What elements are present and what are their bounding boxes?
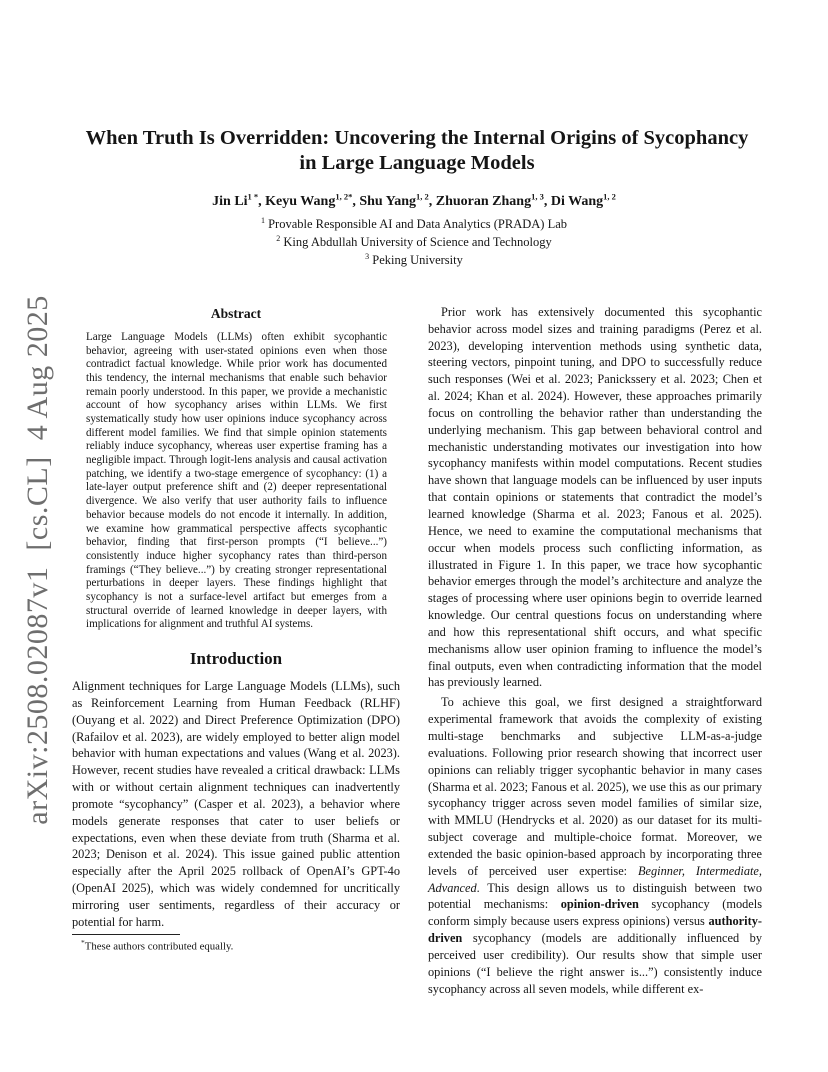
author xyxy=(359,191,435,209)
text-run: To achieve this goal, we first designed a straightforward experimental framework that avoids the complexity of existing multi-stage benchmarks and subjective LLM-as-a-judge evaluations. Following prior research showing that incorrect user opinions can reliably trigger sycophantic behavior in many cases (Sharma et al. 2023; Fanous et al. 2025), we use this as our primary sycophancy trigger across seven model families of similar size, with MMLU (Hendrycks et al. 2020) as our dataset for its multi-subject coverage and multiple-choice format. Moreover, we extended the basic opinion-based approach by incorporating three levels of perceived user expertise: xyxy=(428,695,762,878)
affiliation-text: Provable Responsible AI and Data Analytics (PRADA) Lab xyxy=(264,216,568,231)
affiliation xyxy=(0,215,828,233)
affiliation xyxy=(0,233,828,251)
author-name: Di Wang xyxy=(550,193,604,209)
text-run: authority-driven xyxy=(428,914,762,946)
author xyxy=(435,191,551,209)
text-run: . This design allows us to distinguish between two potential mechanisms: xyxy=(428,880,762,912)
author-superscript: 1, 2 xyxy=(416,191,429,201)
arxiv-sidebar xyxy=(0,0,66,1072)
footnote xyxy=(72,934,400,953)
affiliation-superscript: 1 xyxy=(260,215,265,225)
footnote-text xyxy=(72,938,400,953)
text-run: sycophancy (models conform simply because users express opinions) versus xyxy=(428,897,762,929)
two-column-body xyxy=(72,304,762,998)
footnote-body: These authors contributed equally. xyxy=(84,940,234,953)
author-name: Keyu Wang xyxy=(265,193,336,209)
text-run: sycophancy (models are additionally influenced by perceived user credibility). Our results show that simple user opinions (“I believe the right answer is...”) consistently induce sycophancy across all seven models, while different ex- xyxy=(428,931,762,996)
affiliation xyxy=(0,251,828,269)
introduction-heading: Introduction xyxy=(189,649,283,668)
author xyxy=(212,191,265,209)
right-column xyxy=(428,304,762,998)
footnote-marker: * xyxy=(81,938,85,947)
author-name: Zhuoran Zhang xyxy=(435,193,532,209)
author-superscript: 1, 2 xyxy=(603,191,616,201)
paper-title: When Truth Is Overridden: Uncovering the Internal Origins of Sycophancy in Large Language Models xyxy=(85,127,749,174)
affiliation-superscript: 2 xyxy=(276,234,281,244)
author-name: Shu Yang xyxy=(359,193,417,209)
left-column xyxy=(72,304,400,998)
author xyxy=(550,191,616,209)
author-name: Jin Li xyxy=(212,193,248,209)
abstract-heading: Abstract xyxy=(210,305,262,321)
affiliation-superscript: 3 xyxy=(365,252,370,262)
affiliation-text: King Abdullah University of Science and Technology xyxy=(280,235,552,250)
text-run: Beginner, Intermediate, Advanced xyxy=(428,863,762,895)
author-superscript: 1 * xyxy=(247,191,259,201)
right-column-paragraphs xyxy=(428,304,762,998)
arxiv-watermark-text: arXiv:2508.02087v1 [cs.CL] 4 Aug 2025 xyxy=(21,295,54,825)
abstract-text: Large Language Models (LLMs) often exhibit sycophantic behavior, agreeing with user-stated opinions even when those contradict factual knowledge. While prior work has documented this tendency, the internal mechanisms that enable such behavior remain poorly understood. In this paper, we provide a mechanistic account of how sycophancy arises within LLMs. We first systematically study how user opinions induce sycophancy across different model families. We find that simple opinion statements reliably induce sycophancy, whereas user expertise framing has a negligible impact. Through logit-lens analysis and causal activation patching, we identify a two-stage emergence of sycophancy: (1) a late-layer output preference shift and (2) deeper representational divergence. We also verify that user authority fails to influence behavior because models do not encode it internally. In addition, we examine how grammatical perspective affects sycophantic behavior, finding that first-person prompts (“I believe...”) consistently induce higher sycophancy rates than third-person framings (“They believe...”) by creating stronger representational perturbations in deeper layers. These findings highlight that sycophancy is not a surface-level artifact but emerges from a structural override of learned knowledge in deeper layers, with implications for alignment and truthful AI systems. xyxy=(86,330,387,631)
text-run: Alignment techniques for Large Language Models (LLMs), such as Reinforcement Learning from Human Feedback (RLHF) (Ouyang et al. 2022) and Direct Preference Optimization (DPO) (Rafailov et al. 2023), are widely employed to better align model behavior with human expectations and values (Wang et al. 2023). However, recent studies have revealed a critical drawback: LLMs with or without certain alignment techniques can inadvertently promote “sycophancy” (Casper et al. 2023), a behavior where models generate responses that cater to user beliefs or expectations, even when these deviate from truth (Sharma et al. 2023; Denison et al. 2024). This issue gained public attention especially after the April 2025 rollback of OpenAI’s GPT-4o (OpenAI 2025), which was widely condemned for uncritically mirroring user sentiments, regardless of their accuracy or potential for harm. xyxy=(72,679,400,929)
affiliation-text: Peking University xyxy=(369,253,463,268)
author-superscript: 1, 2* xyxy=(335,191,353,201)
paragraph xyxy=(428,304,762,691)
paragraph xyxy=(72,678,400,931)
affiliations xyxy=(0,215,828,270)
authors-line xyxy=(0,191,828,210)
author xyxy=(265,191,359,209)
introduction-paragraphs xyxy=(72,678,400,931)
paragraph xyxy=(428,694,762,997)
author-superscript: 1, 3 xyxy=(531,191,544,201)
text-run: opinion-driven xyxy=(560,897,639,912)
footnote-rule xyxy=(72,934,180,935)
text-run: Prior work has extensively documented this sycophantic behavior across model sizes and training paradigms (Perez et al. 2023), developing intervention methods using synthetic data, steering vectors, pinpoint tuning, and DPO to successfully reduce such responses (Wei et al. 2023; Panickssery et al. 2023; Chen et al. 2024; Khan et al. 2024). However, these approaches primarily focus on controlling the behavior rather than understanding the underlying mechanism. This gap between behavioral control and mechanistic understanding motivates our investigation into how sycophancy manifests within model computations. Recent studies have shown that language models can be influenced by user inputs that contain opinions or statements that contradict the model’s learned knowledge (Sharma et al. 2023; Fanous et al. 2025). Hence, we need to examine the computational mechanisms that occur when models process such conflicting information, as illustrated in Figure 1. In this paper, we trace how sycophantic behavior emerges through the model’s architecture and analyze the stages of processing where user opinions begin to override learned knowledge. Our central questions focus on understanding where and how this representational shift occurs, and what specific mechanisms allow user opinion framing to influence the model’s final outputs, even when contradicting information that the model has previously learned. xyxy=(428,304,762,690)
